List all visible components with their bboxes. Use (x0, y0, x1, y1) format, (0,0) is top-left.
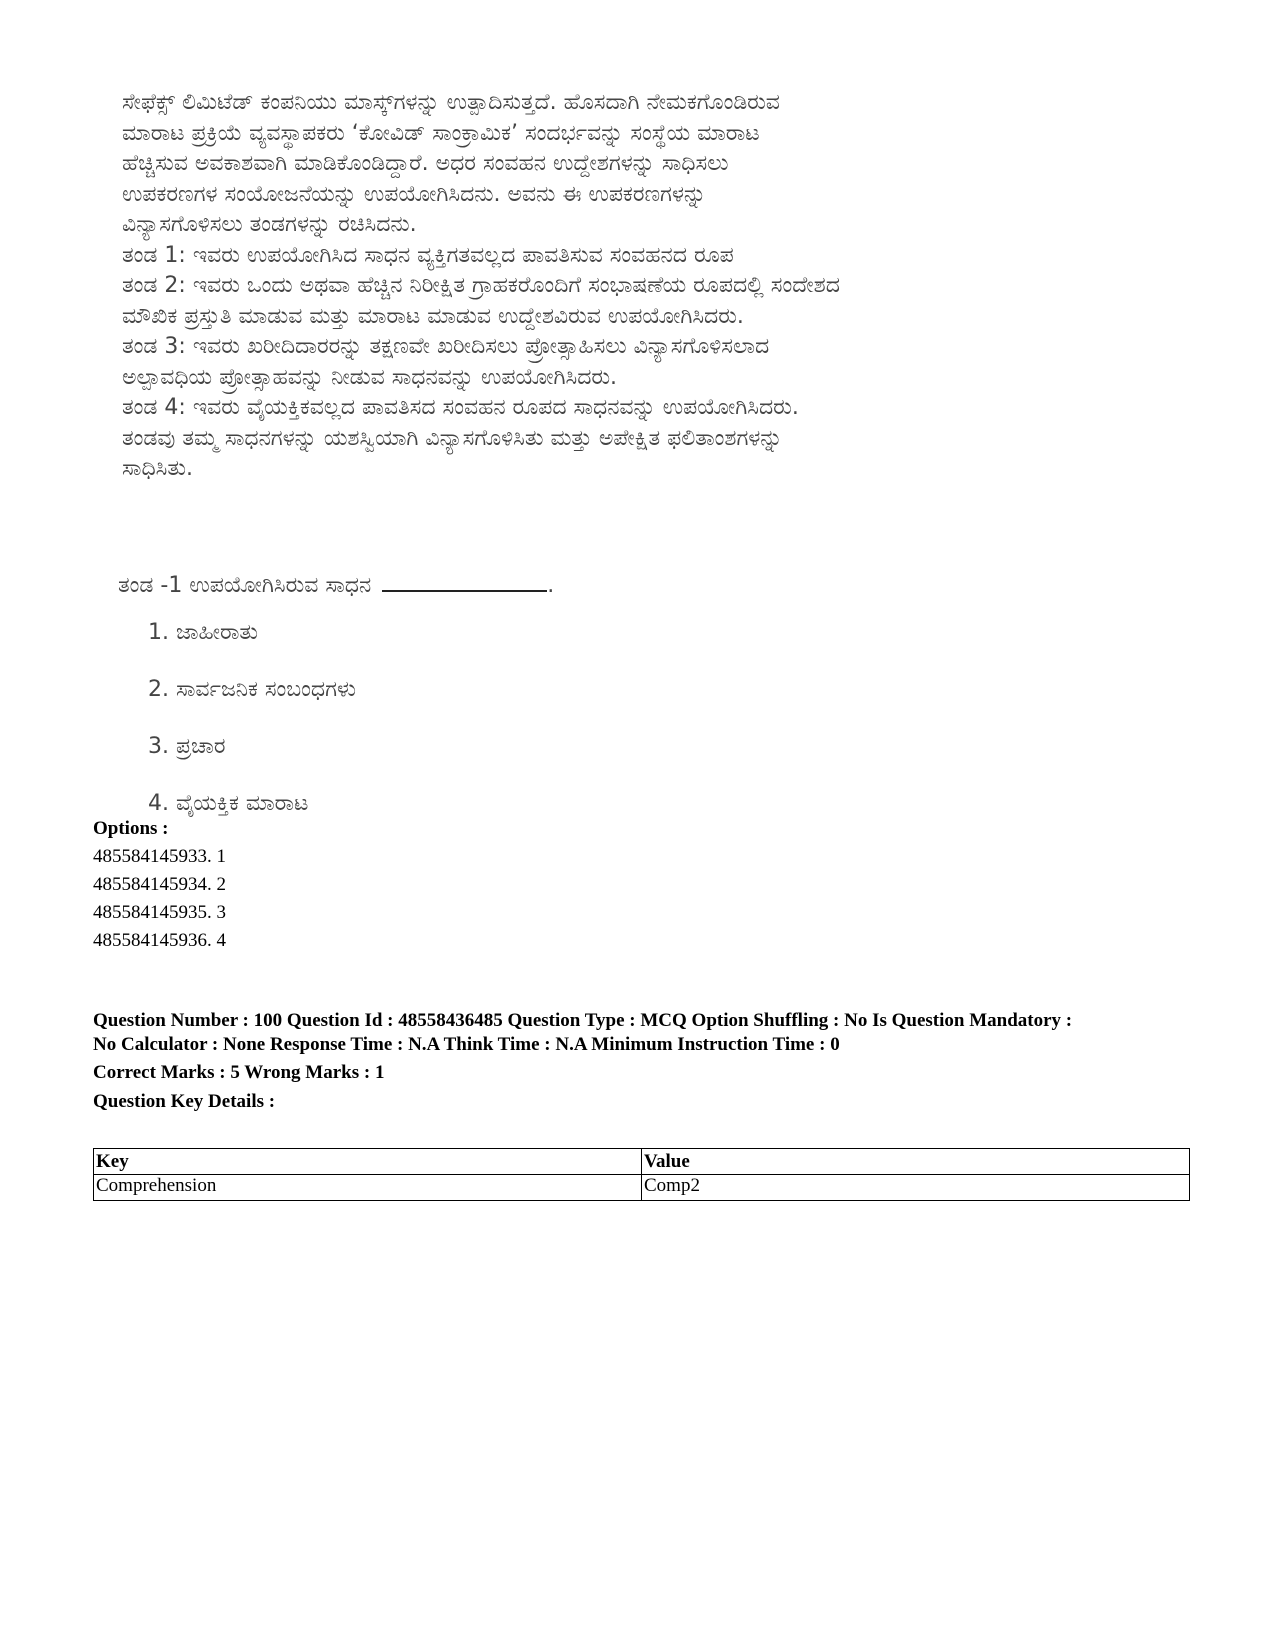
table-cell-value: Comp2 (642, 1175, 1190, 1201)
passage (122, 88, 1172, 485)
key-table (93, 1148, 1190, 1201)
question-stem (118, 568, 554, 598)
passage-line: ಸೇಫೆಕ್ಸ್ ಲಿಮಿಟೆಡ್ ಕಂಪನಿಯು ಮಾಸ್ಕ್‌ಗಳನ್ನು ಉತ್ಪಾದಿಸುತ್ತದೆ. ಹೊಸದಾಗಿ ನೇಮಕಗೊಂಡಿರುವ (122, 90, 780, 115)
passage-line: ತಂಡ 2: ಇವರು ಒಂದು ಅಥವಾ ಹೆಚ್ಚಿನ ನಿರೀಕ್ಷಿತ ಗ್ರಾಹಕರೊಂದಿಗೆ ಸಂಭಾಷಣೆಯ ರೂಪದಲ್ಲಿ ಸಂದೇಶದ (122, 273, 840, 298)
table-header-row (94, 1149, 1190, 1175)
option-item: 485584145933. 1 (93, 846, 226, 867)
option-item: 485584145936. 4 (93, 930, 226, 951)
question-stem-end: . (547, 573, 555, 598)
passage-line: ತಂಡ 3: ಇವರು ಖರೀದಿದಾರರನ್ನು ತಕ್ಷಣವೇ ಖರೀದಿಸಲು ಪ್ರೋತ್ಸಾಹಿಸಲು ವಿನ್ಯಾಸಗೊಳಿಸಲಾದ (122, 334, 770, 359)
choice-item: 1. ಜಾಹೀರಾತು (148, 620, 259, 645)
choice-list (148, 620, 356, 848)
passage-line: ಉಪಕರಣಗಳ ಸಂಯೋಜನೆಯನ್ನು ಉಪಯೋಗಿಸಿದನು. ಅವನು ಈ ಉಪಕರಣಗಳನ್ನು (122, 181, 707, 207)
table-row (94, 1175, 1190, 1201)
question-meta-line-2: No Calculator : None Response Time : N.A Think Time : N.A Minimum Instruction Time : 0 (93, 1034, 840, 1055)
choice-item: 2. ಸಾರ್ವಜನಿಕ ಸಂಬಂಧಗಳು (148, 677, 356, 702)
passage-line: ಮೌಖಿಕ ಪ್ರಸ್ತುತಿ ಮಾಡುವ ಮತ್ತು ಮಾರಾಟ ಮಾಡುವ ಉದ್ದೇಶವಿರುವ ಉಪಯೋಗಿಸಿದರು. (122, 303, 744, 329)
option-item: 485584145935. 3 (93, 902, 226, 923)
passage-line: ವಿನ್ಯಾಸಗೊಳಿಸಲು ತಂಡಗಳನ್ನು ರಚಿಸಿದನು. (122, 212, 417, 237)
passage-line: ಅಲ್ಪಾವಧಿಯ ಪ್ರೋತ್ಸಾಹವನ್ನು ನೀಡುವ ಸಾಧನವನ್ನು ಉಪಯೋಗಿಸಿದರು. (122, 364, 618, 390)
options-label: Options : (93, 818, 169, 839)
table-cell-key: Comprehension (94, 1175, 642, 1201)
passage-line: ತಂಡವು ತಮ್ಮ ಸಾಧನಗಳನ್ನು ಯಶಸ್ವಿಯಾಗಿ ವಿನ್ಯಾಸಗೊಳಿಸಿತು ಮತ್ತು ಅಪೇಕ್ಷಿತ ಫಲಿತಾಂಶಗಳನ್ನು (122, 425, 783, 451)
passage-line: ಮಾರಾಟ ಪ್ರಕ್ರಿಯೆ ವ್ಯವಸ್ಥಾಪಕರು ‘ಕೋವಿಡ್ ಸಾಂಕ್ರಾಮಿಕ’ ಸಂದರ್ಭವನ್ನು ಸಂಸ್ಥೆಯ ಮಾರಾಟ (122, 120, 760, 146)
passage-line: ತಂಡ 4: ಇವರು ವೈಯಕ್ತಿಕವಲ್ಲದ ಪಾವತಿಸದ ಸಂವಹನ ರೂಪದ ಸಾಧನವನ್ನು ಉಪಯೋಗಿಸಿದರು. (122, 395, 799, 420)
marks-line: Correct Marks : 5 Wrong Marks : 1 (93, 1062, 385, 1083)
passage-line: ತಂಡ 1: ಇವರು ಉಪಯೋಗಿಸಿದ ಸಾಧನ ವ್ಯಕ್ತಿಗತವಲ್ಲದ ಪಾವತಿಸುವ ಸಂವಹನದ ರೂಪ (122, 242, 734, 268)
answer-blank (382, 568, 547, 592)
passage-line: ಸಾಧಿಸಿತು. (122, 456, 193, 481)
question-meta-line-1: Question Number : 100 Question Id : 48558436485 Question Type : MCQ Option Shuffling : No Is Question Mandatory : (93, 1010, 1073, 1031)
question-stem-text: ತಂಡ -1 ಉಪಯೋಗಿಸಿರುವ ಸಾಧನ (118, 573, 372, 598)
choice-item: 4. ವೈಯಕ್ತಿಕ ಮಾರಾಟ (148, 791, 309, 816)
table-header-value: Value (642, 1149, 1190, 1175)
table-header-key: Key (94, 1149, 642, 1175)
key-details-label: Question Key Details : (93, 1091, 276, 1112)
choice-item: 3. ಪ್ರಚಾರ (148, 734, 226, 759)
option-item: 485584145934. 2 (93, 874, 226, 895)
passage-line: ಹೆಚ್ಚಿಸುವ ಅವಕಾಶವಾಗಿ ಮಾಡಿಕೊಂಡಿದ್ದಾರೆ. ಅಧರ ಸಂವಹನ ಉದ್ದೇಶಗಳನ್ನು ಸಾಧಿಸಲು (122, 151, 729, 176)
